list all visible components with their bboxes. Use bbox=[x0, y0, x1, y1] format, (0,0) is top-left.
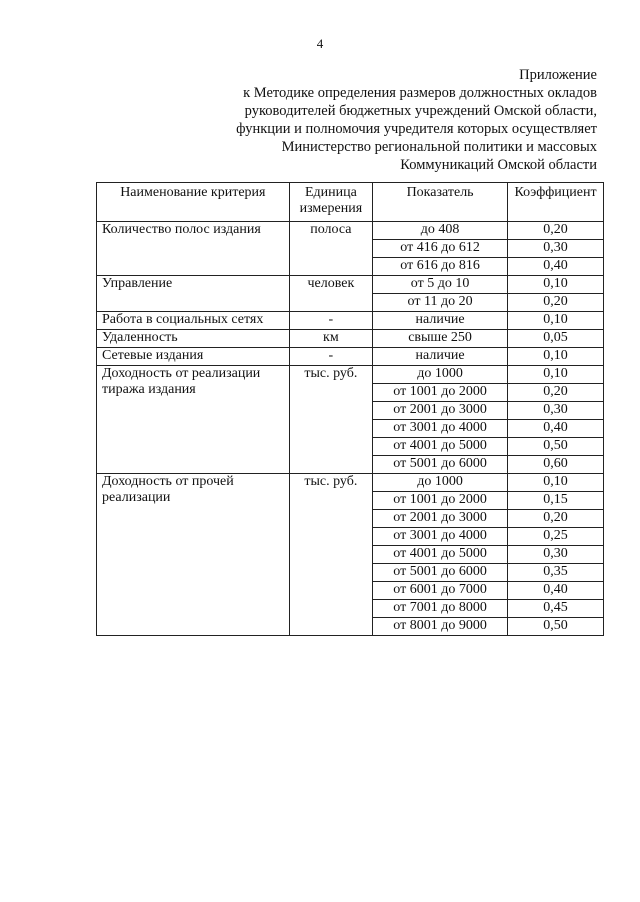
coefficient-cell: 0,30 bbox=[508, 546, 604, 564]
table-body bbox=[97, 222, 604, 636]
indicator-cell: от 4001 до 5000 bbox=[373, 546, 508, 564]
indicator-cell: от 5 до 10 bbox=[373, 276, 508, 294]
appendix-line: к Методике определения размеров должностных окладов bbox=[243, 85, 597, 101]
criteria-table bbox=[96, 182, 604, 636]
coefficient-cell: 0,30 bbox=[508, 402, 604, 420]
indicator-cell: до 1000 bbox=[373, 474, 508, 492]
indicator-cell: от 11 до 20 bbox=[373, 294, 508, 312]
coefficient-cell: 0,20 bbox=[508, 384, 604, 402]
coefficient-cell: 0,10 bbox=[508, 474, 604, 492]
indicator-cell: наличие bbox=[373, 348, 508, 366]
indicator-cell: от 6001 до 7000 bbox=[373, 582, 508, 600]
appendix-line: функции и полномочия учредителя которых осуществляет bbox=[236, 121, 597, 137]
coefficient-cell: 0,05 bbox=[508, 330, 604, 348]
coefficient-cell: 0,50 bbox=[508, 618, 604, 636]
indicator-cell: от 3001 до 4000 bbox=[373, 420, 508, 438]
table-row bbox=[97, 312, 604, 330]
indicator-cell: от 5001 до 6000 bbox=[373, 456, 508, 474]
unit-cell: человек bbox=[289, 276, 372, 312]
appendix-line: Коммуникаций Омской области bbox=[400, 157, 597, 173]
indicator-cell: свыше 250 bbox=[373, 330, 508, 348]
table-row bbox=[97, 222, 604, 240]
coefficient-cell: 0,20 bbox=[508, 294, 604, 312]
coefficient-cell: 0,45 bbox=[508, 600, 604, 618]
coefficient-cell: 0,40 bbox=[508, 420, 604, 438]
coefficient-cell: 0,40 bbox=[508, 258, 604, 276]
criterion-cell: Количество полос издания bbox=[97, 222, 290, 276]
appendix-line: Приложение bbox=[519, 67, 597, 83]
coefficient-cell: 0,25 bbox=[508, 528, 604, 546]
coefficient-cell: 0,30 bbox=[508, 240, 604, 258]
table-header-row bbox=[97, 183, 604, 222]
criterion-cell: Удаленность bbox=[97, 330, 290, 348]
appendix-line: Министерство региональной политики и массовых bbox=[281, 139, 597, 155]
coefficient-cell: 0,15 bbox=[508, 492, 604, 510]
criterion-cell: Работа в социальных сетях bbox=[97, 312, 290, 330]
indicator-cell: до 1000 bbox=[373, 366, 508, 384]
indicator-cell: от 2001 до 3000 bbox=[373, 510, 508, 528]
table-row bbox=[97, 348, 604, 366]
appendix-line: руководителей бюджетных учреждений Омской области, bbox=[244, 103, 597, 119]
unit-cell: км bbox=[289, 330, 372, 348]
indicator-cell: от 7001 до 8000 bbox=[373, 600, 508, 618]
criterion-cell: Доходность от прочей реализации bbox=[97, 474, 290, 636]
header-indicator: Показатель bbox=[373, 183, 508, 222]
indicator-cell: от 8001 до 9000 bbox=[373, 618, 508, 636]
appendix-heading bbox=[236, 66, 597, 174]
header-criterion: Наименование критерия bbox=[97, 183, 290, 222]
coefficient-cell: 0,20 bbox=[508, 510, 604, 528]
criterion-cell: Сетевые издания bbox=[97, 348, 290, 366]
coefficient-cell: 0,10 bbox=[508, 348, 604, 366]
unit-cell: - bbox=[289, 348, 372, 366]
unit-cell: тыс. руб. bbox=[289, 474, 372, 636]
unit-cell: - bbox=[289, 312, 372, 330]
table-row bbox=[97, 474, 604, 492]
header-unit: Единица измерения bbox=[289, 183, 372, 222]
indicator-cell: от 4001 до 5000 bbox=[373, 438, 508, 456]
unit-cell: тыс. руб. bbox=[289, 366, 372, 474]
criterion-cell: Управление bbox=[97, 276, 290, 312]
indicator-cell: до 408 bbox=[373, 222, 508, 240]
indicator-cell: от 416 до 612 bbox=[373, 240, 508, 258]
table-row bbox=[97, 366, 604, 384]
indicator-cell: от 1001 до 2000 bbox=[373, 492, 508, 510]
criterion-cell: Доходность от реализации тиража издания bbox=[97, 366, 290, 474]
coefficient-cell: 0,50 bbox=[508, 438, 604, 456]
coefficient-cell: 0,10 bbox=[508, 276, 604, 294]
coefficient-cell: 0,10 bbox=[508, 312, 604, 330]
coefficient-cell: 0,60 bbox=[508, 456, 604, 474]
indicator-cell: от 2001 до 3000 bbox=[373, 402, 508, 420]
header-coefficient: Коэффициент bbox=[508, 183, 604, 222]
coefficient-cell: 0,35 bbox=[508, 564, 604, 582]
page-number: 4 bbox=[316, 36, 324, 51]
indicator-cell: от 3001 до 4000 bbox=[373, 528, 508, 546]
coefficient-cell: 0,10 bbox=[508, 366, 604, 384]
coefficient-cell: 0,20 bbox=[508, 222, 604, 240]
indicator-cell: от 1001 до 2000 bbox=[373, 384, 508, 402]
table-row bbox=[97, 276, 604, 294]
indicator-cell: наличие bbox=[373, 312, 508, 330]
indicator-cell: от 5001 до 6000 bbox=[373, 564, 508, 582]
table-row bbox=[97, 330, 604, 348]
indicator-cell: от 616 до 816 bbox=[373, 258, 508, 276]
coefficient-cell: 0,40 bbox=[508, 582, 604, 600]
unit-cell: полоса bbox=[289, 222, 372, 276]
